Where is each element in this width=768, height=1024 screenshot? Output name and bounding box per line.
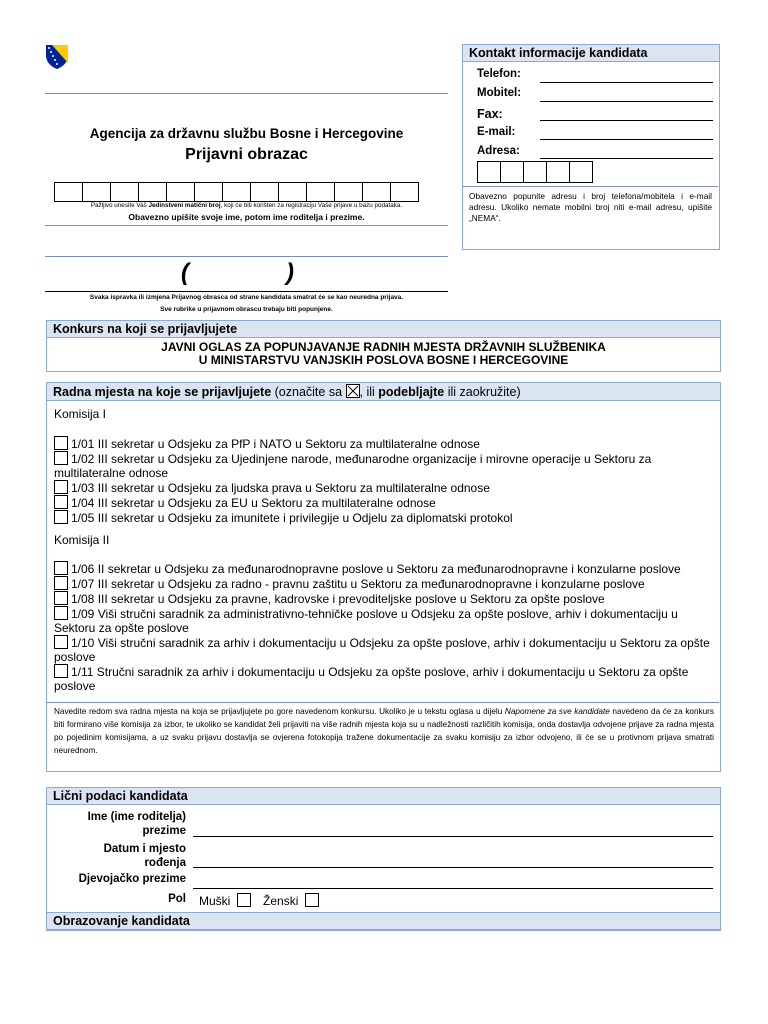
job-item-1-01[interactable]: 1/01 III sekretar u Odsjeku za PfP i NATO u Sektoru za multilateralne odnose (54, 436, 714, 451)
contact-title: Kontakt informacije kandidata (462, 44, 720, 62)
job-checkbox[interactable] (54, 436, 68, 450)
job-item-1-09[interactable]: 1/09 Viši stručni saradnik za administrativno-tehničke poslove u Odsjeku za opšte poslove, arhiv i dokumentaciju u Sektoru za opšte poslove (54, 607, 678, 635)
muski-checkbox[interactable] (237, 893, 251, 907)
job-item-1-05[interactable]: 1/05 III sekretar u Odsjeku za imunitete i privilegije u Odjelu za diplomatski protokol (54, 510, 714, 525)
paren-open: ( (181, 259, 189, 286)
form-title: Prijavni obrazac (185, 146, 308, 163)
job-checkbox[interactable] (54, 495, 68, 509)
obrazovanje-title: Obrazovanje kandidata (46, 912, 721, 930)
radna-title: Radna mjesta na koje se prijavljujete (označite sa , ili podebljajte ili zaokružite) (46, 382, 721, 401)
job-checkbox[interactable] (54, 451, 68, 465)
job-list-2 (54, 561, 714, 693)
jmbg-input[interactable] (55, 182, 419, 202)
job-item-1-10[interactable]: 1/10 Viši stručni saradnik za arhiv i dokumentaciju u Odsjeku za opšte poslove, arhiv i dokumentaciju u Sektoru za opšte poslove (54, 636, 710, 664)
fax-label: Fax: (477, 107, 503, 121)
ime-label: Ime (ime roditelja) prezime (87, 811, 186, 837)
djevojacko-field[interactable] (193, 888, 713, 889)
agency-name: Agencija za državnu službu Bosne i Hercegovine (89, 126, 404, 141)
pol-label: Pol (168, 893, 186, 905)
muski-label: Muški (199, 894, 231, 908)
job-checkbox[interactable] (54, 561, 68, 575)
job-item-1-11[interactable]: 1/11 Stručni saradnik za arhiv i dokumentaciju u Odsjeku za opšte poslove, arhiv i dokumentaciju u Sektoru za opšte poslove (54, 665, 689, 693)
konkurs-line-2: U MINISTARSTVU VANJSKIH POSLOVA BOSNE I HERCEGOVINE (198, 353, 569, 367)
telefon-field[interactable] (540, 82, 713, 83)
job-item-1-07[interactable]: 1/07 III sekretar u Odsjeku za radno - pravnu zaštitu u Sektoru za međunarodnopravne i konzularne poslove (54, 576, 714, 591)
name-note: Obavezno upišite svoje ime, potom ime roditelja i prezime. (128, 212, 365, 222)
coat-of-arms-icon (45, 44, 69, 70)
contact-note: Obavezno popunite adresu i broj telefona/mobitela i e-mail adresu. Ukoliko nemate mobilni broj niti e-mail adresu, upišite „NEMA“. (469, 191, 712, 223)
job-item-1-04[interactable]: 1/04 III sekretar u Odsjeku za EU u Sektoru za multilateralne odnose (54, 495, 714, 510)
ime-field[interactable] (193, 836, 713, 837)
fax-field[interactable] (540, 120, 713, 121)
mobitel-field[interactable] (540, 101, 713, 102)
email-field[interactable] (540, 139, 713, 140)
job-checkbox[interactable] (54, 635, 68, 649)
x-box-icon (346, 384, 360, 398)
job-checkbox[interactable] (54, 480, 68, 494)
licni-title: Lični podaci kandidata (46, 787, 721, 805)
name-input-area[interactable] (45, 258, 448, 291)
telefon-label: Telefon: (477, 68, 521, 80)
mobitel-label: Mobitel: (477, 87, 522, 99)
email-label: E-mail: (477, 126, 516, 138)
radna-note: Navedite redom sva radna mjesta na koja se prijavljujete po gore navedenom konkursu. Ukoliko je u tekstu oglasa u dijelu Napomene za sve kandidate navedeno da će za konkurs biti formirano više komisija za izbor, te ukoliko se kandidat želi prijaviti na više radnih mjesta koja su u nadležnosti različitih komisija, onda dostavlja odvojene prijave za radna mjesta po pojedinim komisijama, a uz svaku prijavu dostavlja se ovjerena fotokopija tražene dokumentacije za svaku komisiju za izbor odvojeno, ili će se u protivnom prijava smatrati neurednom. (54, 707, 714, 755)
job-item-1-02[interactable]: 1/02 III sekretar u Odsjeku za Ujedinjene narode, međunarodne organizacije i mirovne operacije u Sektoru za multilateralne odnose (54, 452, 652, 480)
konkurs-title: Konkurs na koji se prijavljujete (46, 320, 721, 338)
jmbg-note: Pažljivo unesite Vaš Jedinstveni matični broj, koji će biti korišten za registraciju Vaše prijave u bazu podataka. (90, 202, 403, 209)
adresa-label: Adresa: (477, 145, 520, 157)
job-checkbox[interactable] (54, 576, 68, 590)
job-item-1-08[interactable]: 1/08 III sekretar u Odsjeku za pravne, kadrovske i prevoditeljske poslove u Sektoru za opšte poslove (54, 591, 714, 606)
konkurs-line-1: JAVNI OGLAS ZA POPUNJAVANJE RADNIH MJESTA DRŽAVNIH SLUŽBENIKA (161, 340, 606, 354)
job-checkbox[interactable] (54, 664, 68, 678)
job-checkbox[interactable] (54, 591, 68, 605)
fill-note: Sve rubrike u prijavnom obrascu trebaju biti popunjene. (160, 306, 333, 313)
datum-label: Datum i mjesto rođenja (103, 843, 186, 869)
postal-code-input[interactable] (478, 161, 593, 183)
djevojacko-label: Djevojačko prezime (78, 873, 186, 885)
komisija-2-label: Komisija II (54, 533, 110, 547)
zenski-checkbox[interactable] (305, 893, 319, 907)
job-item-1-06[interactable]: 1/06 II sekretar u Odsjeku za međunarodnopravne poslove u Sektoru za međunarodnopravne i konzularne poslove (54, 561, 714, 576)
datum-field[interactable] (193, 867, 713, 868)
job-checkbox[interactable] (54, 606, 68, 620)
job-list-1 (54, 436, 714, 525)
zenski-label: Ženski (263, 894, 299, 908)
adresa-field[interactable] (540, 158, 713, 159)
job-item-1-03[interactable]: 1/03 III sekretar u Odsjeku za ljudska prava u Sektoru za multilateralne odnose (54, 480, 714, 495)
job-checkbox[interactable] (54, 510, 68, 524)
correction-note: Svaka ispravka ili izmjena Prijavnog obrasca od strane kandidata smatrat će se kao neuredna prijava. (89, 294, 404, 301)
paren-close: ) (286, 259, 294, 286)
komisija-1-label: Komisija I (54, 407, 107, 421)
pol-options (199, 893, 322, 908)
